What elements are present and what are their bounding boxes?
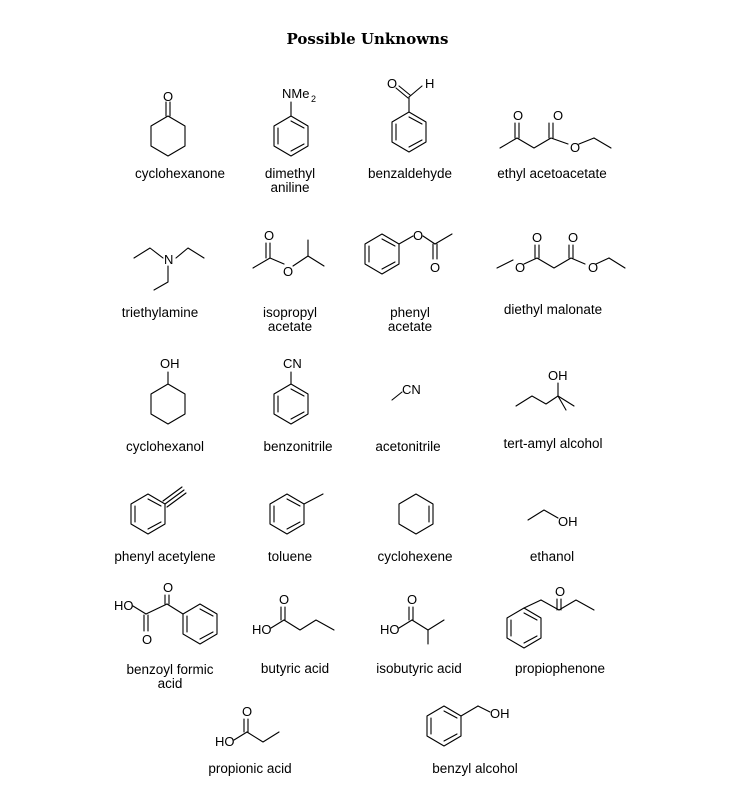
atom-label: O xyxy=(532,230,543,245)
cyclohexene-structure xyxy=(394,488,444,540)
benzaldehyde-structure xyxy=(375,72,445,160)
isobutyric-acid-structure xyxy=(378,590,458,646)
compound-name-cyclohexanol xyxy=(110,440,220,454)
atom-label: O xyxy=(553,108,564,123)
atom-label: O xyxy=(142,632,153,647)
atom-label: HO xyxy=(215,734,235,749)
atom-label: O xyxy=(513,108,524,123)
atom-label: O xyxy=(413,228,424,243)
compound-name-isobutyric-acid xyxy=(364,662,474,676)
name-line: tert-amyl alcohol xyxy=(503,436,603,451)
atom-label: NMe xyxy=(282,86,310,101)
compound-name-butyric-acid xyxy=(240,662,350,676)
diethyl-malonate-structure xyxy=(505,228,630,278)
benzyl-alcohol-structure xyxy=(422,700,522,750)
benzonitrile-structure xyxy=(262,352,332,428)
name-line: benzonitrile xyxy=(263,439,333,454)
compound-name-cyclohexanone xyxy=(120,167,240,181)
butyric-acid-structure xyxy=(250,590,345,640)
name-line: acetate xyxy=(267,319,313,334)
compound-name-cyclohexene xyxy=(360,550,470,564)
compound-name-triethylamine xyxy=(110,306,210,320)
dimethylaniline-structure xyxy=(262,84,332,160)
compound-name-propiophenone xyxy=(500,662,620,676)
atom-label: O xyxy=(279,592,290,607)
atom-subscript: 2 xyxy=(311,94,317,104)
name-line: isobutyric acid xyxy=(376,661,462,676)
name-line: cyclohexene xyxy=(377,549,453,564)
compound-name-tert-amyl-alcohol xyxy=(488,437,618,451)
name-line: propiophenone xyxy=(514,661,606,676)
name-line: dimethyl xyxy=(264,166,316,181)
name-line: acetate xyxy=(387,319,433,334)
name-line: cyclohexanone xyxy=(134,166,226,181)
compound-name-phenyl-acetate xyxy=(360,306,460,334)
atom-label: N xyxy=(164,252,174,267)
atom-label: HO xyxy=(380,622,400,637)
page-title: Possible Unknowns xyxy=(286,30,449,48)
atom-label: O xyxy=(515,260,526,275)
compound-name-isopropyl-acetate xyxy=(240,306,340,334)
name-line: isopropyl xyxy=(262,305,318,320)
atom-label: HO xyxy=(114,598,134,613)
atom-label: OH xyxy=(558,514,578,529)
atom-label: O xyxy=(163,89,174,104)
compound-name-toluene xyxy=(240,550,340,564)
atom-label: OH xyxy=(548,368,568,383)
name-line: ethyl acetoacetate xyxy=(497,166,607,181)
compound-name-diethyl-malonate xyxy=(493,303,613,317)
atom-label: O xyxy=(588,260,599,275)
compound-name-benzonitrile xyxy=(238,440,358,454)
ethanol-structure xyxy=(524,506,584,536)
atom-label: OH xyxy=(160,356,180,371)
atom-label: H xyxy=(425,76,435,91)
atom-label: O xyxy=(570,140,581,155)
acetonitrile-structure xyxy=(388,376,438,406)
tert-amyl-alcohol-structure xyxy=(512,366,592,416)
atom-label: CN xyxy=(283,356,302,371)
name-line: toluene xyxy=(267,549,313,564)
compound-name-ethyl-acetoacetate xyxy=(482,167,622,181)
propionic-acid-structure xyxy=(213,702,293,752)
name-line: ethanol xyxy=(529,549,575,564)
name-line: benzoyl formic xyxy=(126,662,214,677)
benzoyl-formic-acid-structure xyxy=(112,578,222,648)
compound-name-propionic-acid xyxy=(195,762,305,776)
ethyl-acetoacetate-structure xyxy=(490,104,620,160)
name-line: acetonitrile xyxy=(375,439,441,454)
name-line: butyric acid xyxy=(260,661,330,676)
toluene-structure xyxy=(265,488,335,538)
compound-name-benzoyl-formic-acid xyxy=(110,663,230,691)
atom-label: OH xyxy=(490,706,510,721)
phenyl-acetate-structure xyxy=(360,222,470,284)
atom-label: O xyxy=(407,592,418,607)
cyclohexanol-structure xyxy=(140,352,200,426)
atom-label: O xyxy=(264,228,275,243)
compound-name-benzaldehyde xyxy=(350,167,470,181)
cyclohexanone-structure xyxy=(140,88,200,160)
isopropyl-acetate-structure xyxy=(248,224,338,284)
compound-name-benzyl-alcohol xyxy=(415,762,535,776)
name-line: benzyl alcohol xyxy=(432,761,518,776)
atom-label: O xyxy=(555,584,566,599)
name-line: phenyl xyxy=(390,305,430,320)
atom-label: O xyxy=(242,704,253,719)
name-line: acid xyxy=(157,676,183,691)
name-line: triethylamine xyxy=(121,305,199,320)
propiophenone-structure xyxy=(502,580,612,650)
atom-label: CN xyxy=(402,382,421,397)
atom-label: O xyxy=(283,264,294,279)
triethylamine-structure xyxy=(130,238,210,298)
name-line: benzaldehyde xyxy=(367,166,453,181)
name-line: cyclohexanol xyxy=(125,439,205,454)
atom-label: O xyxy=(163,580,174,595)
atom-label: O xyxy=(430,260,441,275)
name-line: aniline xyxy=(270,180,310,195)
compound-name-ethanol xyxy=(502,550,602,564)
phenyl-acetylene-structure xyxy=(126,482,216,534)
atom-label: O xyxy=(568,230,579,245)
compound-name-phenyl-acetylene xyxy=(105,550,225,564)
atom-label: HO xyxy=(252,622,272,637)
compound-name-dimethylaniline xyxy=(240,167,340,195)
name-line: phenyl acetylene xyxy=(114,549,216,564)
compound-name-acetonitrile xyxy=(358,440,458,454)
name-line: diethyl malonate xyxy=(503,302,603,317)
atom-label: O xyxy=(387,76,398,91)
name-line: propionic acid xyxy=(208,761,292,776)
